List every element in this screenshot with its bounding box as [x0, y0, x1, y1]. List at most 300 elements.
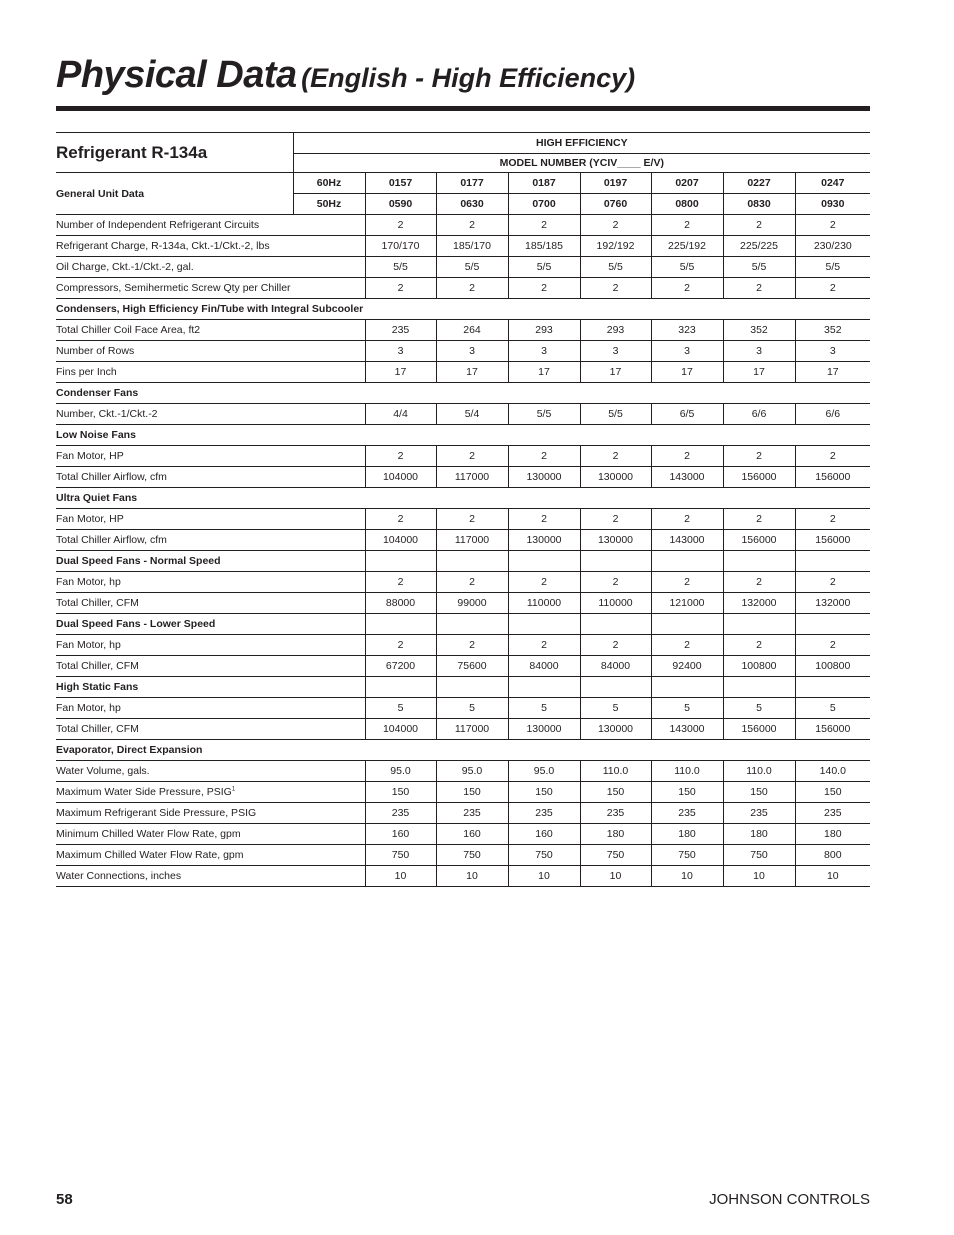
value-cell: 235	[580, 803, 651, 824]
value-cell: 100800	[723, 656, 795, 677]
empty-cell	[795, 614, 870, 635]
empty-cell	[795, 551, 870, 572]
value-cell: 95.0	[365, 761, 436, 782]
table-row	[56, 593, 870, 614]
section-heading: High Static Fans	[56, 677, 365, 698]
section-row	[56, 740, 870, 761]
value-cell: 3	[508, 341, 580, 362]
value-cell: 2	[723, 635, 795, 656]
value-cell: 750	[436, 845, 508, 866]
value-cell: 2	[365, 572, 436, 593]
models-60hz-row	[56, 173, 870, 194]
table-row	[56, 866, 870, 887]
section-heading: Low Noise Fans	[56, 425, 870, 446]
value-cell: 17	[436, 362, 508, 383]
value-cell: 2	[795, 446, 870, 467]
value-cell: 17	[651, 362, 723, 383]
value-cell: 2	[580, 215, 651, 236]
value-cell: 180	[795, 824, 870, 845]
value-cell: 2	[508, 278, 580, 299]
value-cell: 2	[365, 215, 436, 236]
value-cell: 5	[651, 698, 723, 719]
value-cell: 10	[436, 866, 508, 887]
value-cell: 2	[795, 215, 870, 236]
value-cell: 150	[436, 782, 508, 803]
value-cell: 2	[723, 446, 795, 467]
table-row	[56, 404, 870, 425]
empty-cell	[580, 551, 651, 572]
value-cell: 17	[723, 362, 795, 383]
model-60hz-cell: 0227	[723, 173, 795, 194]
row-label-text: Fan Motor, hp	[56, 639, 121, 651]
empty-cell	[436, 677, 508, 698]
value-cell: 2	[723, 215, 795, 236]
value-cell: 235	[723, 803, 795, 824]
empty-cell	[723, 551, 795, 572]
footnote-marker: 1	[231, 786, 236, 793]
value-cell: 5	[795, 698, 870, 719]
hz60-label: 60Hz	[293, 173, 365, 194]
empty-cell	[651, 614, 723, 635]
value-cell: 6/5	[651, 404, 723, 425]
empty-cell	[365, 677, 436, 698]
row-label	[56, 278, 365, 299]
model-50hz-cell: 0830	[723, 194, 795, 215]
value-cell: 750	[365, 845, 436, 866]
value-cell: 185/170	[436, 236, 508, 257]
row-label	[56, 824, 365, 845]
row-label	[56, 572, 365, 593]
value-cell: 2	[651, 446, 723, 467]
empty-cell	[365, 614, 436, 635]
empty-cell	[580, 614, 651, 635]
value-cell: 2	[795, 278, 870, 299]
row-label	[56, 845, 365, 866]
row-label	[56, 593, 365, 614]
value-cell: 2	[651, 635, 723, 656]
value-cell: 2	[795, 572, 870, 593]
general-unit-data-label: General Unit Data	[56, 173, 293, 215]
model-50hz-cell: 0630	[436, 194, 508, 215]
value-cell: 2	[365, 446, 436, 467]
value-cell: 4/4	[365, 404, 436, 425]
value-cell: 5/5	[365, 257, 436, 278]
value-cell: 5/5	[723, 257, 795, 278]
value-cell: 156000	[723, 467, 795, 488]
value-cell: 2	[795, 635, 870, 656]
value-cell: 150	[651, 782, 723, 803]
table-row	[56, 782, 870, 803]
value-cell: 230/230	[795, 236, 870, 257]
empty-cell	[508, 551, 580, 572]
table-row	[56, 698, 870, 719]
value-cell: 2	[436, 572, 508, 593]
row-label-text: Number of Independent Refrigerant Circuits	[56, 219, 260, 231]
row-label	[56, 404, 365, 425]
value-cell: 235	[795, 803, 870, 824]
value-cell: 2	[365, 635, 436, 656]
value-cell: 180	[580, 824, 651, 845]
row-label-text: Total Chiller Coil Face Area, ft2	[56, 324, 201, 336]
table-row	[56, 761, 870, 782]
value-cell: 156000	[795, 467, 870, 488]
row-label	[56, 698, 365, 719]
row-label-text: Number, Ckt.-1/Ckt.-2	[56, 408, 158, 420]
table-row	[56, 509, 870, 530]
value-cell: 130000	[508, 467, 580, 488]
value-cell: 170/170	[365, 236, 436, 257]
value-cell: 2	[651, 572, 723, 593]
value-cell: 156000	[723, 530, 795, 551]
model-60hz-cell: 0187	[508, 173, 580, 194]
table-row	[56, 362, 870, 383]
row-label	[56, 236, 365, 257]
high-efficiency-header: HIGH EFFICIENCY	[293, 133, 870, 154]
row-label-text: Maximum Chilled Water Flow Rate, gpm	[56, 849, 244, 861]
value-cell: 750	[651, 845, 723, 866]
row-label-text: Total Chiller, CFM	[56, 597, 139, 609]
value-cell: 2	[580, 572, 651, 593]
value-cell: 6/6	[795, 404, 870, 425]
table-row	[56, 236, 870, 257]
value-cell: 10	[795, 866, 870, 887]
value-cell: 5	[508, 698, 580, 719]
table-row	[56, 635, 870, 656]
value-cell: 2	[508, 446, 580, 467]
value-cell: 160	[508, 824, 580, 845]
title-rule	[56, 106, 870, 111]
section-row	[56, 299, 870, 320]
table-row	[56, 215, 870, 236]
physical-data-table	[56, 132, 870, 887]
value-cell: 3	[651, 341, 723, 362]
value-cell: 264	[436, 320, 508, 341]
row-label	[56, 362, 365, 383]
value-cell: 352	[795, 320, 870, 341]
value-cell: 750	[580, 845, 651, 866]
model-60hz-cell: 0157	[365, 173, 436, 194]
value-cell: 150	[795, 782, 870, 803]
value-cell: 132000	[795, 593, 870, 614]
value-cell: 160	[365, 824, 436, 845]
value-cell: 2	[436, 635, 508, 656]
row-label	[56, 803, 365, 824]
value-cell: 10	[723, 866, 795, 887]
value-cell: 130000	[508, 719, 580, 740]
model-60hz-cell: 0197	[580, 173, 651, 194]
table-row	[56, 719, 870, 740]
value-cell: 117000	[436, 719, 508, 740]
value-cell: 130000	[580, 530, 651, 551]
row-label-text: Maximum Refrigerant Side Pressure, PSIG	[56, 807, 257, 819]
value-cell: 110.0	[580, 761, 651, 782]
value-cell: 800	[795, 845, 870, 866]
footer-brand: JOHNSON CONTROLS	[709, 1191, 870, 1208]
row-label-text: Number of Rows	[56, 345, 135, 357]
value-cell: 2	[365, 509, 436, 530]
value-cell: 17	[580, 362, 651, 383]
row-label-text: Fan Motor, HP	[56, 513, 124, 525]
value-cell: 2	[795, 509, 870, 530]
value-cell: 17	[508, 362, 580, 383]
value-cell: 104000	[365, 467, 436, 488]
section-row	[56, 614, 870, 635]
section-row	[56, 425, 870, 446]
value-cell: 110000	[508, 593, 580, 614]
table-row	[56, 320, 870, 341]
table-row	[56, 257, 870, 278]
value-cell: 17	[795, 362, 870, 383]
value-cell: 132000	[723, 593, 795, 614]
model-60hz-cell: 0247	[795, 173, 870, 194]
table-row	[56, 278, 870, 299]
value-cell: 156000	[795, 530, 870, 551]
value-cell: 84000	[580, 656, 651, 677]
value-cell: 235	[365, 803, 436, 824]
row-label-text: Water Connections, inches	[56, 870, 182, 882]
row-label	[56, 341, 365, 362]
table-row	[56, 656, 870, 677]
value-cell: 5	[436, 698, 508, 719]
value-cell: 180	[723, 824, 795, 845]
model-60hz-cell: 0207	[651, 173, 723, 194]
value-cell: 192/192	[580, 236, 651, 257]
table-row	[56, 530, 870, 551]
value-cell: 2	[723, 509, 795, 530]
page-number: 58	[56, 1191, 73, 1208]
table-row	[56, 824, 870, 845]
row-label-text: Fins per Inch	[56, 366, 117, 378]
section-heading: Ultra Quiet Fans	[56, 488, 870, 509]
page-title	[56, 54, 870, 97]
value-cell: 2	[508, 572, 580, 593]
model-50hz-cell: 0800	[651, 194, 723, 215]
value-cell: 95.0	[508, 761, 580, 782]
value-cell: 352	[723, 320, 795, 341]
value-cell: 117000	[436, 530, 508, 551]
value-cell: 104000	[365, 719, 436, 740]
value-cell: 5/5	[795, 257, 870, 278]
row-label	[56, 656, 365, 677]
value-cell: 5/4	[436, 404, 508, 425]
row-label-text: Water Volume, gals.	[56, 765, 150, 777]
empty-cell	[580, 677, 651, 698]
section-row	[56, 383, 870, 404]
row-label-text: Oil Charge, Ckt.-1/Ckt.-2, gal.	[56, 261, 194, 273]
value-cell: 88000	[365, 593, 436, 614]
value-cell: 10	[508, 866, 580, 887]
value-cell: 156000	[723, 719, 795, 740]
section-heading: Condenser Fans	[56, 383, 870, 404]
value-cell: 117000	[436, 467, 508, 488]
empty-cell	[436, 614, 508, 635]
value-cell: 3	[795, 341, 870, 362]
title-main: Physical Data	[56, 54, 297, 96]
value-cell: 2	[436, 278, 508, 299]
model-50hz-cell: 0700	[508, 194, 580, 215]
value-cell: 5	[580, 698, 651, 719]
row-label	[56, 320, 365, 341]
value-cell: 235	[651, 803, 723, 824]
row-label-text: Fan Motor, HP	[56, 450, 124, 462]
value-cell: 2	[651, 278, 723, 299]
row-label-text: Total Chiller Airflow, cfm	[56, 471, 167, 483]
value-cell: 2	[508, 635, 580, 656]
row-label-text: Fan Motor, hp	[56, 576, 121, 588]
value-cell: 2	[723, 572, 795, 593]
value-cell: 2	[580, 509, 651, 530]
row-label	[56, 257, 365, 278]
header-row-1	[56, 133, 870, 154]
value-cell: 2	[580, 635, 651, 656]
section-heading: Dual Speed Fans - Lower Speed	[56, 614, 365, 635]
value-cell: 225/192	[651, 236, 723, 257]
row-label	[56, 866, 365, 887]
value-cell: 17	[365, 362, 436, 383]
row-label	[56, 782, 365, 803]
empty-cell	[651, 551, 723, 572]
value-cell: 10	[365, 866, 436, 887]
value-cell: 140.0	[795, 761, 870, 782]
value-cell: 2	[365, 278, 436, 299]
value-cell: 235	[436, 803, 508, 824]
value-cell: 5	[365, 698, 436, 719]
value-cell: 75600	[436, 656, 508, 677]
row-label	[56, 467, 365, 488]
section-row	[56, 488, 870, 509]
value-cell: 92400	[651, 656, 723, 677]
value-cell: 2	[723, 278, 795, 299]
model-50hz-cell: 0930	[795, 194, 870, 215]
row-label-text: Total Chiller, CFM	[56, 660, 139, 672]
empty-cell	[436, 551, 508, 572]
value-cell: 10	[651, 866, 723, 887]
value-cell: 5/5	[580, 257, 651, 278]
value-cell: 156000	[795, 719, 870, 740]
value-cell: 3	[436, 341, 508, 362]
value-cell: 84000	[508, 656, 580, 677]
value-cell: 3	[580, 341, 651, 362]
value-cell: 225/225	[723, 236, 795, 257]
row-label	[56, 446, 365, 467]
value-cell: 143000	[651, 467, 723, 488]
value-cell: 2	[651, 215, 723, 236]
row-label	[56, 635, 365, 656]
value-cell: 130000	[580, 719, 651, 740]
empty-cell	[651, 677, 723, 698]
value-cell: 6/6	[723, 404, 795, 425]
model-number-header: MODEL NUMBER (YCIV____ E/V)	[293, 154, 870, 173]
value-cell: 3	[723, 341, 795, 362]
row-label-text: Total Chiller Airflow, cfm	[56, 534, 167, 546]
value-cell: 95.0	[436, 761, 508, 782]
section-row	[56, 677, 870, 698]
value-cell: 2	[508, 509, 580, 530]
section-heading: Condensers, High Efficiency Fin/Tube with Integral Subcooler	[56, 299, 870, 320]
value-cell: 99000	[436, 593, 508, 614]
table-row	[56, 803, 870, 824]
table-row	[56, 341, 870, 362]
value-cell: 104000	[365, 530, 436, 551]
value-cell: 3	[365, 341, 436, 362]
row-label-text: Compressors, Semihermetic Screw Qty per Chiller	[56, 282, 291, 294]
empty-cell	[365, 551, 436, 572]
value-cell: 750	[723, 845, 795, 866]
value-cell: 130000	[508, 530, 580, 551]
row-label-text: Fan Motor, hp	[56, 702, 121, 714]
value-cell: 235	[365, 320, 436, 341]
value-cell: 5	[723, 698, 795, 719]
value-cell: 150	[580, 782, 651, 803]
row-label-text: Minimum Chilled Water Flow Rate, gpm	[56, 828, 241, 840]
value-cell: 100800	[795, 656, 870, 677]
value-cell: 143000	[651, 530, 723, 551]
value-cell: 160	[436, 824, 508, 845]
section-heading: Evaporator, Direct Expansion	[56, 740, 870, 761]
value-cell: 180	[651, 824, 723, 845]
value-cell: 67200	[365, 656, 436, 677]
row-label-text: Refrigerant Charge, R-134a, Ckt.-1/Ckt.-2, lbs	[56, 240, 270, 252]
section-row	[56, 551, 870, 572]
row-label-text: Maximum Water Side Pressure, PSIG	[56, 786, 232, 798]
table-row	[56, 572, 870, 593]
value-cell: 150	[365, 782, 436, 803]
empty-cell	[508, 614, 580, 635]
table-row	[56, 845, 870, 866]
value-cell: 150	[723, 782, 795, 803]
empty-cell	[508, 677, 580, 698]
value-cell: 2	[436, 215, 508, 236]
value-cell: 2	[436, 509, 508, 530]
value-cell: 235	[508, 803, 580, 824]
value-cell: 143000	[651, 719, 723, 740]
value-cell: 110000	[580, 593, 651, 614]
value-cell: 2	[651, 509, 723, 530]
model-50hz-cell: 0590	[365, 194, 436, 215]
value-cell: 293	[508, 320, 580, 341]
value-cell: 750	[508, 845, 580, 866]
hz50-label: 50Hz	[293, 194, 365, 215]
value-cell: 2	[436, 446, 508, 467]
value-cell: 5/5	[580, 404, 651, 425]
value-cell: 293	[580, 320, 651, 341]
value-cell: 185/185	[508, 236, 580, 257]
table-row	[56, 467, 870, 488]
value-cell: 110.0	[651, 761, 723, 782]
value-cell: 2	[580, 446, 651, 467]
value-cell: 2	[508, 215, 580, 236]
table-row	[56, 446, 870, 467]
value-cell: 2	[580, 278, 651, 299]
row-label	[56, 509, 365, 530]
section-heading: Dual Speed Fans - Normal Speed	[56, 551, 365, 572]
row-label	[56, 530, 365, 551]
value-cell: 110.0	[723, 761, 795, 782]
title-subtitle: (English - High Efficiency)	[301, 63, 636, 93]
model-60hz-cell: 0177	[436, 173, 508, 194]
row-label-text: Total Chiller, CFM	[56, 723, 139, 735]
value-cell: 5/5	[508, 257, 580, 278]
empty-cell	[723, 677, 795, 698]
value-cell: 5/5	[508, 404, 580, 425]
empty-cell	[795, 677, 870, 698]
row-label	[56, 761, 365, 782]
value-cell: 150	[508, 782, 580, 803]
value-cell: 121000	[651, 593, 723, 614]
row-label	[56, 719, 365, 740]
value-cell: 130000	[580, 467, 651, 488]
refrigerant-label: Refrigerant R-134a	[56, 133, 293, 173]
